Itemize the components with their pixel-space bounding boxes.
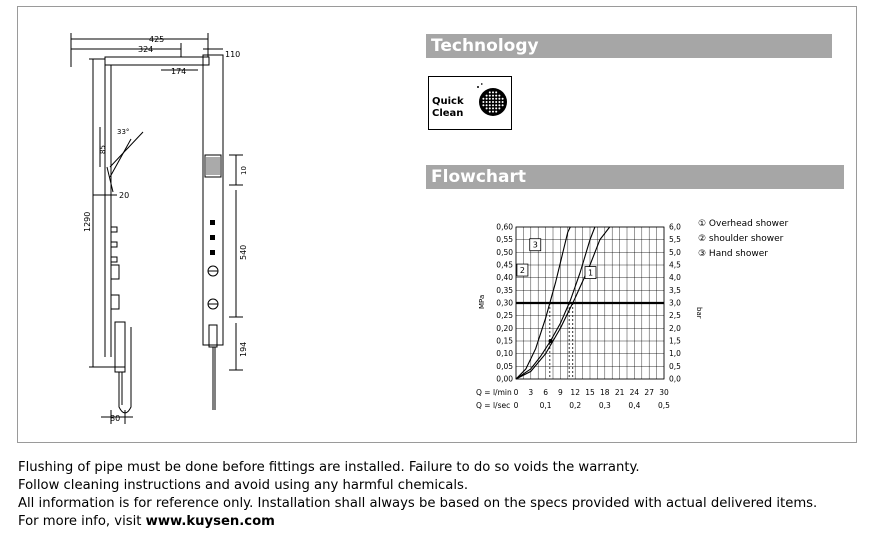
y-left-tick-label: 0,00 [496,374,513,384]
x-lmin-tick-label: 0 [513,388,519,397]
y-left-tick-label: 0,60 [496,222,513,232]
x-lsec-axis-label: Q = l/sec [476,401,511,410]
y-right-tick-label: 6,0 [669,222,681,232]
y-right-tick-label: 5,5 [669,235,681,245]
y-right-tick-label: 3,5 [669,285,681,295]
y-left-tick-label: 0,45 [496,260,513,270]
dim-425: 425 [149,35,165,44]
flow-chart [450,207,703,412]
quick-clean-badge [428,76,512,130]
y-right-tick-label: 4,5 [669,260,681,270]
y-right-tick-label: 0,0 [669,374,681,384]
technology-heading: Technology [426,34,832,58]
y-left-tick-label: 0,10 [496,349,513,359]
dim-324: 324 [138,45,154,54]
y-left-tick-label: 0,50 [496,247,513,257]
y-left-tick-label: 0,30 [496,298,513,308]
series-marker-label-2: 2 [519,266,525,276]
x-lmin-tick-label: 9 [558,388,563,397]
dim-1290: 1290 [83,211,92,232]
note-flushing: Flushing of pipe must be done before fittings are installed. Failure to do so voids the warranty. [18,460,640,475]
legend-item-overhead: ① Overhead shower [698,219,789,229]
y-left-tick-label: 0,05 [496,361,513,371]
x-lsec-tick-label: 0,5 [658,401,670,410]
quick-clean-shower-head-icon [473,82,509,118]
dim-80: 80 [110,414,121,423]
dim-20: 20 [119,191,130,200]
x-lmin-axis-label: Q = l/min [476,388,512,397]
note-cleaning: Follow cleaning instructions and avoid using any harmful chemicals. [18,478,469,493]
x-lmin-tick-label: 27 [644,388,654,397]
notes-section [18,459,817,531]
x-lmin-tick-label: 24 [629,388,640,397]
y-right-tick-label: 4,0 [669,273,681,283]
note-reference: All information is for reference only. Installation shall always be based on the specs provided with actual delivered items. [18,496,818,511]
y-right-tick-label: 1,0 [669,349,681,359]
quick-clean-label-line1: Quick [432,96,464,107]
product-spec-sheet [17,6,857,443]
dim-194: 194 [239,341,248,357]
legend-item-hand: ③ Hand shower [698,249,768,259]
x-lsec-tick-label: 0,3 [598,401,611,410]
chart-legend [698,217,788,262]
dim-33: 33° [117,128,130,136]
y-left-tick-label: 0,20 [496,323,513,333]
y-left-tick-label: 0,15 [496,336,513,346]
more-info-prefix: For more info, visit [18,514,146,529]
front-view-drawing [193,35,263,415]
website-link[interactable]: www.kuysen.com [145,514,275,529]
y-right-axis-label: bar [695,307,703,319]
quick-clean-label-line2: Clean [432,108,464,119]
x-lsec-tick-label: 0,2 [569,401,582,410]
y-right-tick-label: 5,0 [669,247,681,257]
y-right-tick-label: 2,0 [669,323,681,333]
x-lmin-tick-label: 3 [528,388,534,397]
dim-174: 174 [171,67,187,76]
x-lmin-tick-label: 15 [585,388,595,397]
y-left-tick-label: 0,55 [496,235,513,245]
x-lmin-tick-label: 6 [543,388,548,397]
dim-540: 540 [239,244,248,260]
y-left-tick-label: 0,40 [496,273,513,283]
legend-item-shoulder: ② shoulder shower [698,234,784,244]
dim-110: 110 [225,50,241,59]
dim-10: 10 [240,166,248,175]
x-lmin-tick-label: 18 [600,388,610,397]
y-left-axis-label: MPa [478,294,486,309]
y-right-tick-label: 2,5 [669,311,681,321]
y-left-tick-label: 0,35 [496,285,513,295]
x-lmin-tick-label: 12 [570,388,580,397]
x-lsec-tick-label: 0,4 [628,401,641,410]
y-right-tick-label: 0,5 [669,361,681,371]
dim-85: 85 [99,145,107,154]
flowchart-heading: Flowchart [426,165,844,189]
more-info-line [18,513,817,531]
series-marker-label-1: 1 [587,268,594,278]
quick-clean-label [432,96,472,120]
y-right-tick-label: 1,5 [669,336,681,346]
x-lsec-tick-label: 0 [513,401,519,410]
x-lmin-tick-label: 21 [614,388,625,397]
series-marker-label-3: 3 [532,240,538,250]
intersection-point [549,339,553,343]
x-lsec-tick-label: 0,1 [539,401,552,410]
x-lmin-tick-label: 30 [659,388,669,397]
y-left-tick-label: 0,25 [496,311,513,321]
y-right-tick-label: 3,0 [669,298,681,308]
